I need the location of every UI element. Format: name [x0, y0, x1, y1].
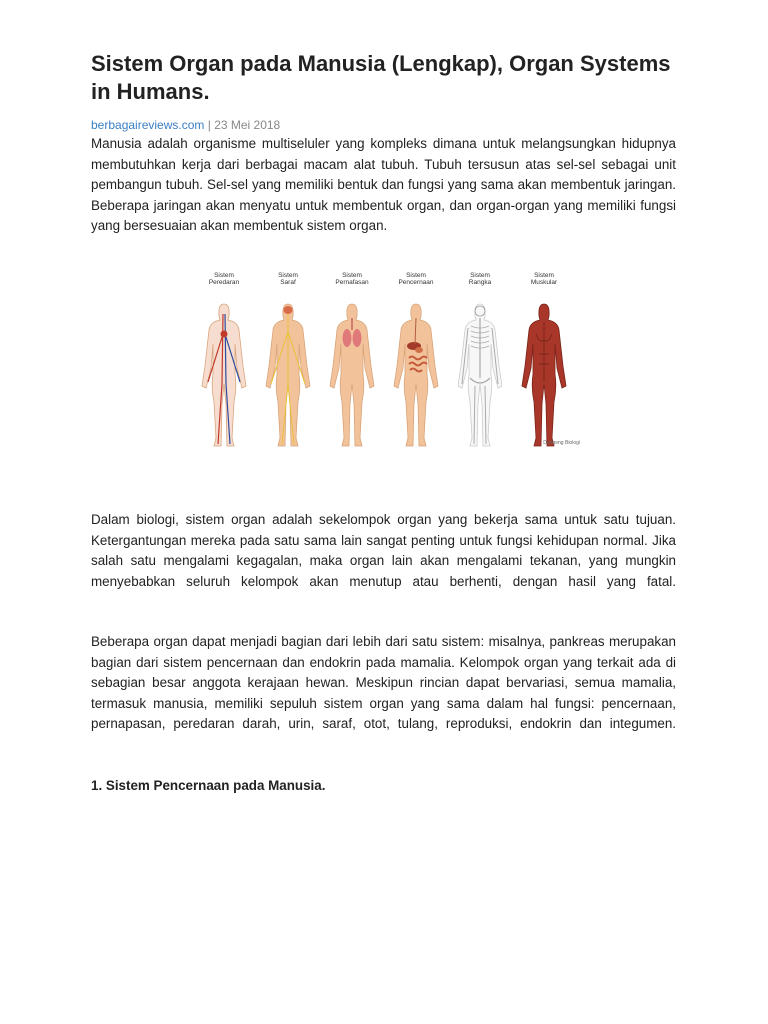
muscular-system-figure: [522, 304, 566, 446]
source-link[interactable]: berbagaireviews.com: [91, 118, 205, 132]
digestive-system-figure: [394, 304, 438, 446]
figure-credit: Dongeng Biologi: [543, 440, 580, 446]
circulatory-system-figure: [202, 304, 246, 446]
respiratory-system-figure: [330, 304, 374, 446]
article-meta: [91, 118, 280, 132]
article-title: Sistem Organ pada Manusia (Lengkap), Organ Systems in Humans.: [91, 51, 671, 104]
intro-paragraph: Manusia adalah organisme multiseluler yang kompleks dimana untuk melangsungkan hidupnya membutuhkan kerja dari berbagai macam alat tubuh. Tubuh tersusun atas sel-sel sebagai unit pembangun tubuh. Sel-sel yang memiliki bentuk dan fungsi yang sama akan membentuk jaringan. Beberapa jaringan akan menyatu untuk membentuk organ, dan organ-organ yang memiliki fungsi yang bersesuaian akan membentuk sistem organ.: [91, 136, 676, 234]
figure-label-circulatory: Sistem Peredaran: [208, 272, 240, 286]
biology-paragraph: Dalam biologi, sistem organ adalah sekelompok organ yang bekerja sama untuk satu tujuan. Ketergantungan mereka pada satu sama lain sangat penting untuk fungsi kehidupan normal. Jika salah satu mengalami kegagalan, maka organ lain akan mengalami tekanan, yang mungkin menyebabkan seluruh kelompok akan menutup atau berhenti, dengan hasil yang fatal.: [91, 512, 676, 589]
body-figures-illustration: [192, 268, 584, 450]
article-date: 23 Mei 2018: [214, 118, 281, 132]
multiple-systems-paragraph: Beberapa organ dapat menjadi bagian dari lebih dari satu sistem: misalnya, pankreas merupakan bagian dari sistem pencernaan dan endokrin pada mamalia. Kelompok organ yang terkait ada di sebagian besar anggota kerajaan hewan. Meskipun rincian dapat bervariasi, semua mamalia, termasuk manusia, memiliki sepuluh sistem organ yang sama dalam hal fungsi: pencernaan, pernapasan, peredaran darah, urin, saraf, otot, tulang, reproduksi, endokrin dan integumen.: [91, 634, 676, 732]
nervous-system-figure: [266, 304, 310, 446]
figure-label-muscular: Sistem Muskular: [530, 272, 558, 286]
figure-label-digestive: Sistem Pencernaan: [398, 272, 434, 286]
organ-systems-figure: [192, 268, 584, 450]
figure-label-respiratory: Sistem Pernafasan: [335, 272, 369, 286]
skeletal-system-figure: [458, 304, 502, 446]
meta-separator: |: [204, 118, 215, 132]
figure-label-skeletal: Sistem Rangka: [468, 272, 492, 286]
figure-label-nervous: Sistem Saraf: [278, 272, 298, 286]
section-heading: 1. Sistem Pencernaan pada Manusia.: [91, 778, 326, 793]
